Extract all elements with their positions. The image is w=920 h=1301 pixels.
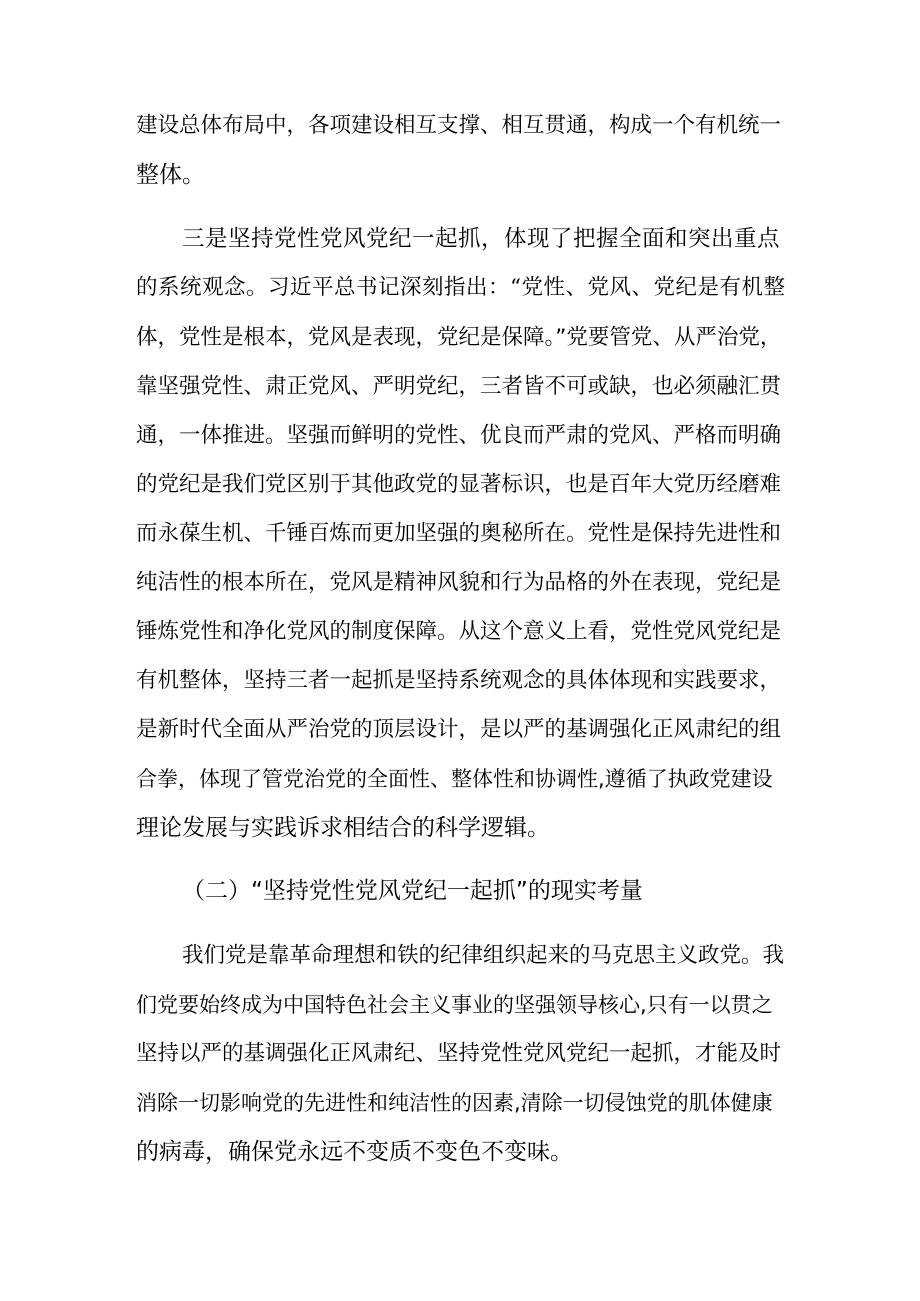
text-line: 的系统观念。习近平总书记深刻指出：“党性、党风、党纪是有机整 (136, 275, 786, 300)
text-line: 的党纪是我们党区别于其他政党的显著标识，也是百年大党历经磨难 (136, 472, 782, 497)
text-line: 而永葆生机、千锤百炼而更加坚强的奥秘所在。党性是保持先进性和 (136, 521, 782, 546)
text-line: 建设总体布局中，各项建设相互支撑、相互贯通，构成一个有机统一 (136, 113, 782, 138)
text-line: 体，党性是根本，党风是表现，党纪是保障。”党要管党、从严治党， (136, 325, 782, 350)
text-line: 的病毒，确保党永远不变质不变色不变味。 (136, 1139, 573, 1165)
text-line: 纯洁性的根本所在，党风是精神风貌和行为品格的外在表现，党纪是 (136, 570, 782, 595)
text-line: 整体。 (136, 162, 205, 188)
text-line: 是新时代全面从严治党的顶层设计，是以严的基调强化正风肃纪的组 (136, 717, 782, 742)
text-line: 通，一体推进。坚强而鲜明的党性、优良而严肃的党风、严格而明确 (136, 423, 782, 448)
text-line: 消除一切影响党的先进性和纯洁性的因素,清除一切侵蚀党的肌体健康 (136, 1091, 773, 1115)
text-line: 合拳，体现了管党治党的全面性、整体性和协调性,遵循了执政党建设 (136, 767, 773, 791)
text-line: 三是坚持党性党风党纪一起抓，体现了把握全面和突出重点 (182, 226, 781, 252)
section-heading: （二）“坚持党性党风党纪一起抓”的现实考量 (182, 878, 643, 904)
text-line: 靠坚强党性、肃正党风、严明党纪，三者皆不可或缺，也必须融汇贯 (136, 374, 782, 399)
text-line: 有机整体，坚持三者一起抓是坚持系统观念的具体体现和实践要求， (136, 668, 782, 693)
text-line: 锤炼党性和净化党风的制度保障。从这个意义上看，党性党风党纪是 (136, 619, 782, 644)
text-line: 坚持以严的基调强化正风肃纪、坚持党性党风党纪一起抓，才能及时 (136, 1041, 782, 1066)
text-line: 理论发展与实践诉求相结合的科学逻辑。 (136, 815, 550, 841)
text-line: 们党要始终成为中国特色社会主义事业的坚强领导核心,只有一以贯之 (136, 993, 773, 1017)
text-line: 我们党是靠革命理想和铁的纪律组织起来的马克思主义政党。我 (182, 943, 785, 968)
